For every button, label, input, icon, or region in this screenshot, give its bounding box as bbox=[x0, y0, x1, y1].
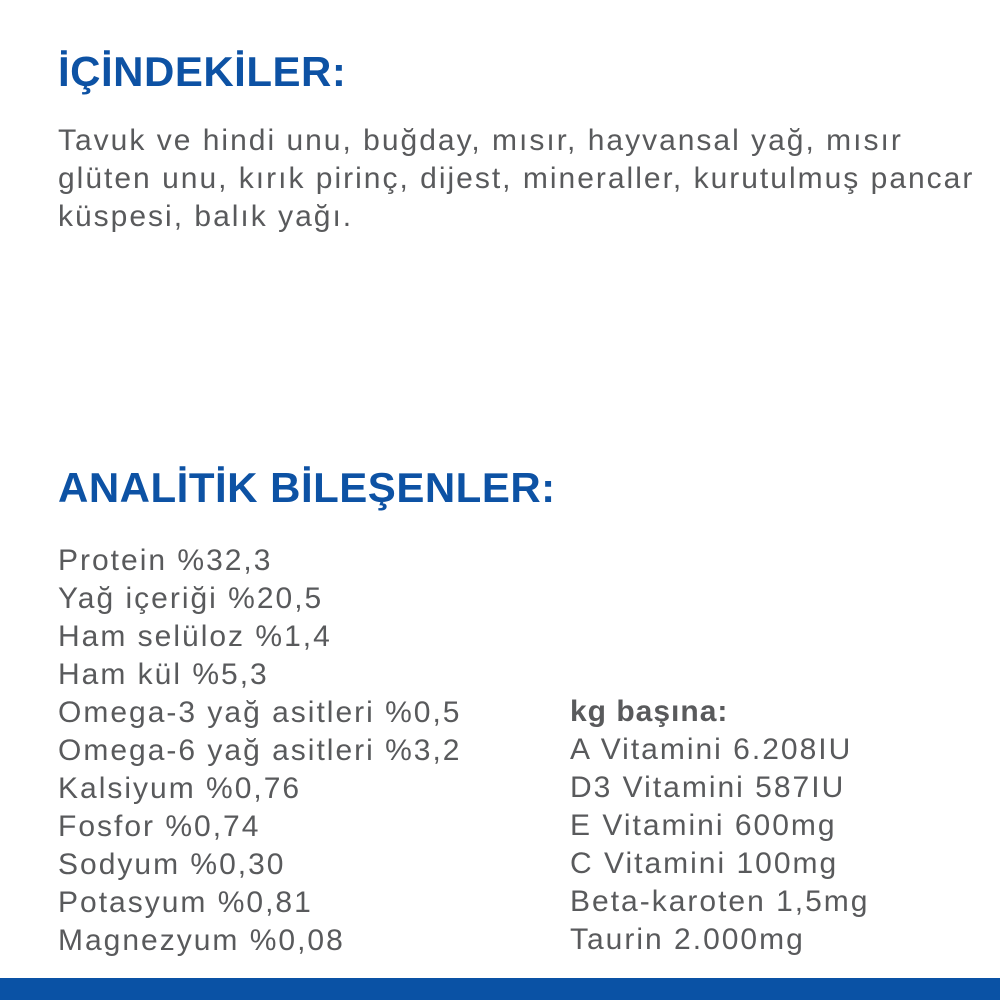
analytical-component-item: Protein %32,3 bbox=[58, 544, 273, 577]
ingredients-text: Tavuk ve hindi unu, buğday, mısır, hayvansal yağ, mısır glüten unu, kırık pirinç, dijest, mineraller, kurutulmuş pancar küspesi, balık yağı. bbox=[58, 124, 975, 233]
analytical-component-item: Fosfor %0,74 bbox=[58, 810, 261, 843]
per-kg-item: Taurin 2.000mg bbox=[570, 923, 805, 956]
analytical-component-item: Potasyum %0,81 bbox=[58, 886, 313, 919]
per-kg-heading: kg başına: bbox=[570, 695, 729, 728]
analytical-component-item: Yağ içeriği %20,5 bbox=[58, 582, 324, 615]
analytical-component-item: Ham selüloz %1,4 bbox=[58, 620, 332, 653]
ingredients-heading: İÇİNDEKİLER: bbox=[58, 48, 347, 95]
per-kg-item: C Vitamini 100mg bbox=[570, 847, 839, 880]
analytical-component-item: Kalsiyum %0,76 bbox=[58, 772, 302, 805]
analytical-component-item: Magnezyum %0,08 bbox=[58, 924, 345, 957]
per-kg-block bbox=[570, 693, 869, 959]
analytical-component-item: Omega-6 yağ asitleri %3,2 bbox=[58, 734, 462, 767]
analytical-component-item: Sodyum %0,30 bbox=[58, 848, 286, 881]
analytical-component-item: Ham kül %5,3 bbox=[58, 658, 269, 691]
per-kg-item: Beta-karoten 1,5mg bbox=[570, 885, 870, 918]
per-kg-item: D3 Vitamini 587IU bbox=[570, 771, 846, 804]
per-kg-list bbox=[570, 731, 869, 959]
footer-top-edge-bar bbox=[0, 978, 1000, 1000]
per-kg-item: E Vitamini 600mg bbox=[570, 809, 837, 842]
analytical-components-heading: ANALİTİK BİLEŞENLER: bbox=[58, 464, 556, 511]
analytical-components-list bbox=[58, 542, 462, 960]
per-kg-item: A Vitamini 6.208IU bbox=[570, 733, 853, 766]
analytical-component-item: Omega-3 yağ asitleri %0,5 bbox=[58, 696, 462, 729]
